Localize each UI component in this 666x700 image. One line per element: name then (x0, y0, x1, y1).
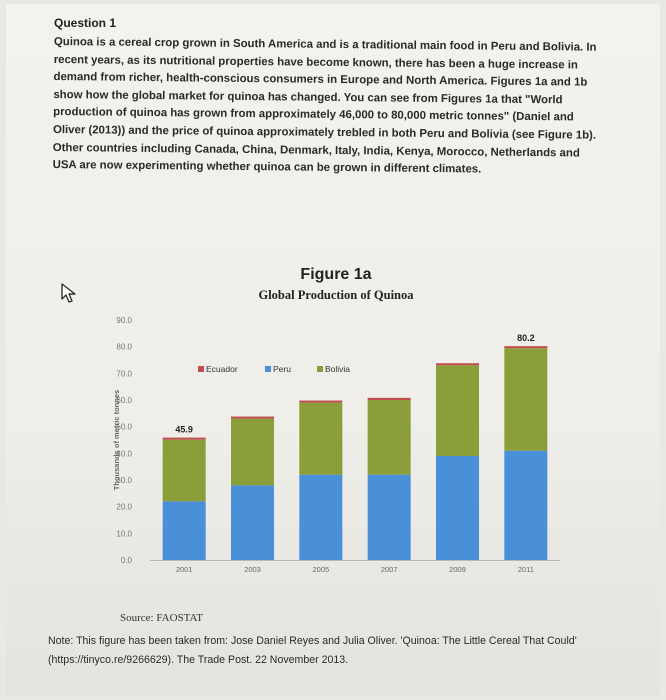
bar-peru-2005 (299, 475, 342, 560)
y-tick-label: 90.0 (116, 316, 132, 325)
figure-subtitle: Global Production of Quinoa (258, 288, 414, 302)
y-tick-label: 40.0 (116, 449, 132, 459)
bar-bolivia-2011 (504, 348, 547, 450)
bar-peru-2003 (231, 485, 274, 560)
x-tick-label: 2001 (175, 565, 193, 574)
figure-title: Figure 1a (300, 266, 372, 283)
y-tick-label: 60.0 (116, 396, 132, 405)
x-tick-label: 2011 (517, 565, 534, 574)
y-tick-label: 30.0 (116, 476, 132, 485)
bar-bolivia-2003 (231, 419, 274, 486)
bar-ecuador-2011 (504, 346, 547, 348)
legend-swatch-bolivia (317, 366, 323, 372)
y-tick-label: 50.0 (116, 422, 132, 432)
question-body: Quinoa is a cereal crop grown in South America and is a traditional main food in Peru and Bolivia. In recent years, as its nutritional properties have become known, there has been a huge increase in demand from richer, health-conscious consumers in Europe and North America. Figures 1a and 1b show how the global market for quinoa has changed. You can see from Figures 1a that "World production of quinoa has grown from approximately 46,000 to 80,000 metric tonnes" (Daniel and Oliver (2013)) and the price of quinoa approximately trebled in both Peru and Bolivia (see Figure 1b). Other countries including Canada, China, Denmark, Italy, India, Kenya, Morocco, Netherlands and USA are now experimenting whether quinoa can be grown in different climates. (52, 35, 597, 176)
x-tick-label: 2009 (449, 565, 466, 574)
y-tick-label: 0.0 (120, 556, 132, 565)
x-tick-label: 2003 (244, 565, 261, 574)
bar-bolivia-2009 (436, 365, 479, 456)
legend-label-peru: Peru (273, 364, 291, 374)
y-tick-label: 20.0 (116, 502, 132, 512)
bar-ecuador-2005 (299, 401, 342, 403)
legend-swatch-ecuador (198, 366, 204, 372)
bar-peru-2009 (436, 456, 479, 560)
y-tick-label: 80.0 (116, 342, 132, 352)
bar-ecuador-2007 (368, 398, 411, 400)
bar-peru-2007 (368, 475, 411, 560)
source-label: Source: FAOSTAT (120, 612, 203, 624)
data-label-2001: 45.9 (175, 424, 193, 435)
data-label-2011: 80.2 (517, 333, 535, 344)
legend-label-ecuador: Ecuador (206, 364, 238, 374)
bar-peru-2001 (163, 501, 206, 560)
bar-ecuador-2009 (436, 363, 479, 365)
bar-ecuador-2001 (163, 438, 206, 440)
bar-bolivia-2007 (368, 400, 411, 475)
figure-note: Note: This figure has been taken from: Jose Daniel Reyes and Julia Oliver. 'Quinoa: The Little Cereal That Could' (https://tinyco.re/9266629). The Trade Post. 22 November 2013. (48, 635, 577, 666)
bar-peru-2011 (504, 451, 547, 560)
legend-label-bolivia: Bolivia (325, 364, 351, 374)
y-tick-label: 10.0 (116, 529, 132, 539)
bar-bolivia-2005 (299, 403, 342, 475)
x-tick-label: 2005 (312, 565, 330, 574)
legend-swatch-peru (265, 366, 271, 372)
y-tick-label: 70.0 (116, 369, 132, 379)
bar-bolivia-2001 (163, 440, 206, 502)
x-tick-label: 2007 (380, 565, 398, 574)
bar-ecuador-2003 (231, 417, 274, 419)
y-axis-label: Thousands of metric tonnes (112, 389, 121, 491)
question-heading: Question 1 (54, 16, 117, 30)
